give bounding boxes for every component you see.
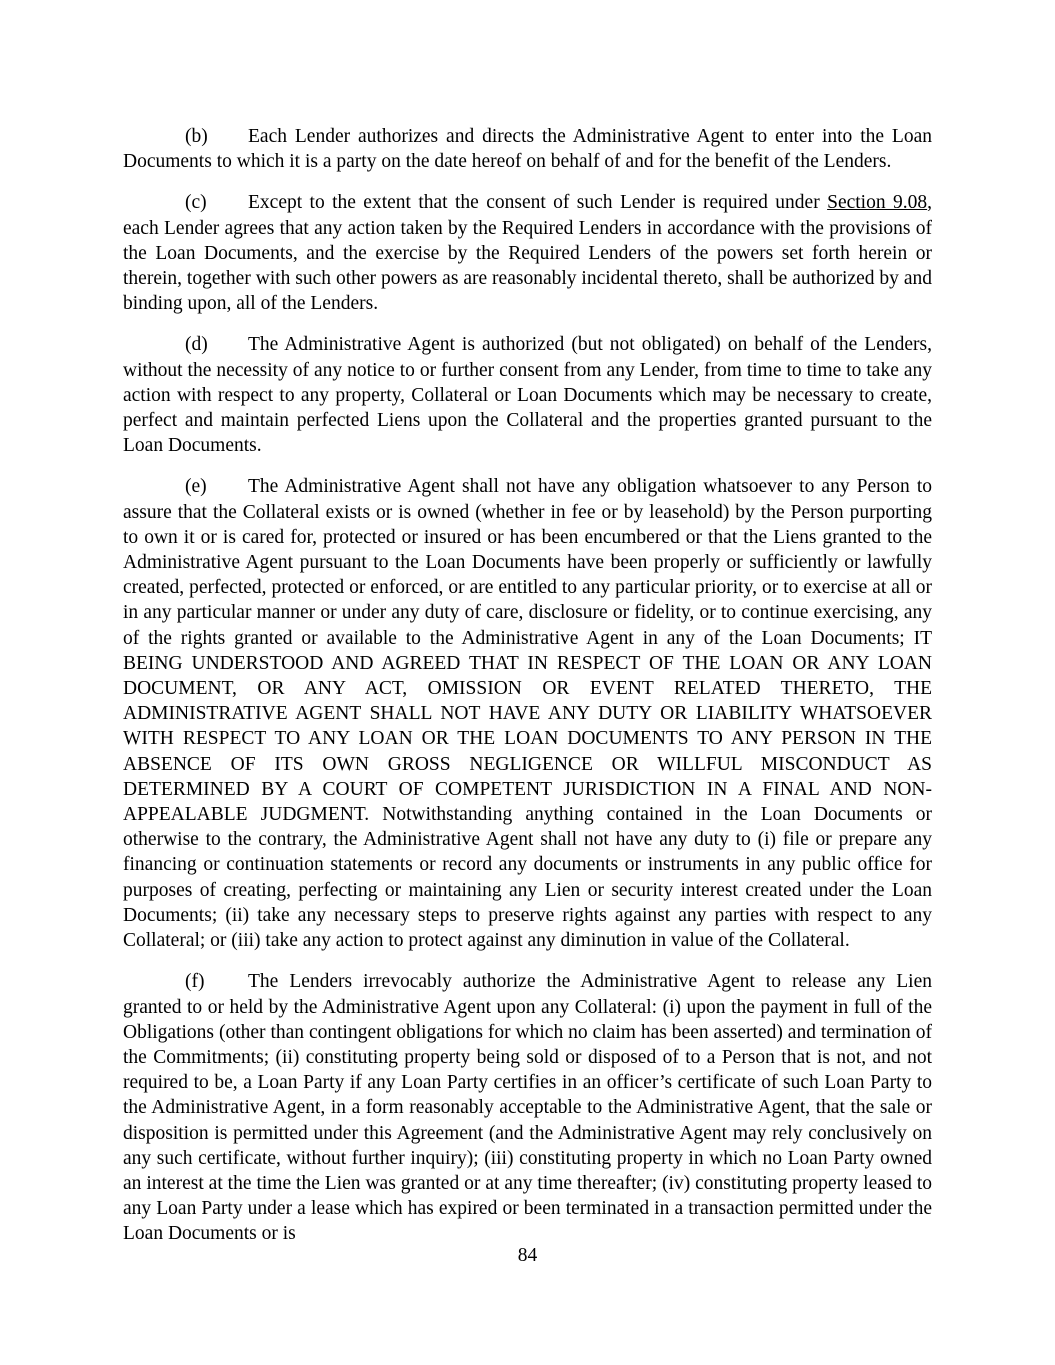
paragraph-b-label: (b) (185, 126, 208, 147)
paragraph-e (123, 474, 932, 953)
paragraph-f (123, 969, 932, 1246)
paragraph-f-label: (f) (185, 971, 205, 993)
page-number: 84 (517, 1245, 538, 1266)
paragraph-d (123, 332, 932, 458)
paragraph-e-label: (e) (185, 476, 207, 498)
paragraph-c-text-before: Except to the extent that the consent of such Lender is required under (248, 192, 828, 214)
section-9-08-reference: Section 9.08 (827, 192, 928, 214)
paragraph-d-label: (d) (185, 334, 208, 356)
paragraph-b (123, 124, 932, 174)
paragraph-c-label: (c) (185, 192, 207, 214)
paragraph-c (123, 190, 932, 316)
paragraph-e-text: The Administrative Agent shall not have any obligation whatsoever to any Person to assure that the Collateral exists or is owned (whether in fee or by leasehold) by the Person purporting to own it or is cared for, protected or insured or has been encumbered or that the Liens granted to the Administrative Agent pursuant to the Loan Documents have been properly or sufficiently or lawfully created, perfected, protected or enforced, or are entitled to any particular priority, or to exercise at all or in any particular manner or under any duty of care, disclosure or fidelity, or to continue exercising, any of the rights granted or available to the Administrative Agent in any of the Loan Documents; IT BEING UNDERSTOOD AND AGREED THAT IN RESPECT OF THE LOAN OR ANY LOAN DOCUMENT, OR ANY ACT, OMISSION OR EVENT RELATED THERETO, THE ADMINISTRATIVE AGENT SHALL NOT HAVE ANY DUTY OR LIABILITY WHATSOEVER WITH RESPECT TO ANY LOAN OR THE LOAN DOCUMENTS TO ANY PERSON IN THE ABSENCE OF ITS OWN GROSS NEGLIGENCE OR WILLFUL MISCONDUCT AS DETERMINED BY A COURT OF COMPETENT JURISDICTION IN A FINAL AND NON-APPEALABLE JUDGMENT. Notwithstanding anything contained in the Loan Documents or otherwise to the contrary, the Administrative Agent shall not have any duty to (i) file or prepare any financing or continuation statements or record any documents or instruments in any public office for purposes of creating, perfecting or maintaining any Lien or security interest created under the Loan Documents; (ii) take any necessary steps to preserve rights against any parties with respect to any Collateral; or (iii) take any action to protect against any diminution in value of the Collateral. (123, 476, 932, 952)
paragraph-f-text: The Lenders irrevocably authorize the Administrative Agent to release any Lien granted to or held by the Administrative Agent upon any Collateral: (i) upon the payment in full of the Obligations (other than contingent obligations for which no claim has been asserted) and termination of the Commitments; (ii) constituting property being sold or disposed of to a Person that is not, and not required to be, a Loan Party if any Loan Party certifies in an officer’s certificate of such Loan Party to the Administrative Agent, in a form reasonably acceptable to the Administrative Agent, that the sale or disposition is permitted under this Agreement (and the Administrative Agent may rely conclusively on any such certificate, without further inquiry); (iii) constituting property in which no Loan Party owned an interest at the time the Lien was granted or at any time thereafter; (iv) constituting property leased to any Loan Party under a lease which has expired or been terminated in a transaction permitted under the Loan Documents or is (123, 971, 932, 1245)
paragraph-d-text: The Administrative Agent is authorized (but not obligated) on behalf of the Lenders, without the necessity of any notice to or further consent from any Lender, from time to time to take any action with respect to any property, Collateral or Loan Documents which may be necessary to create, perfect and maintain perfected Liens upon the Collateral and the properties granted pursuant to the Loan Documents. (123, 334, 932, 457)
paragraph-c-text-after: , each Lender agrees that any action taken by the Required Lenders in accordance with the provisions of the Loan Documents, and the exercise by the Required Lenders of the powers set forth herein or therein, together with such other powers as are reasonably incidental thereto, shall be authorized by and binding upon, all of the Lenders. (123, 192, 932, 315)
paragraph-b-text: Each Lender authorizes and directs the Administrative Agent to enter into the Loan Documents to which it is a party on the date hereof on behalf of and for the benefit of the Lenders. (123, 126, 932, 173)
